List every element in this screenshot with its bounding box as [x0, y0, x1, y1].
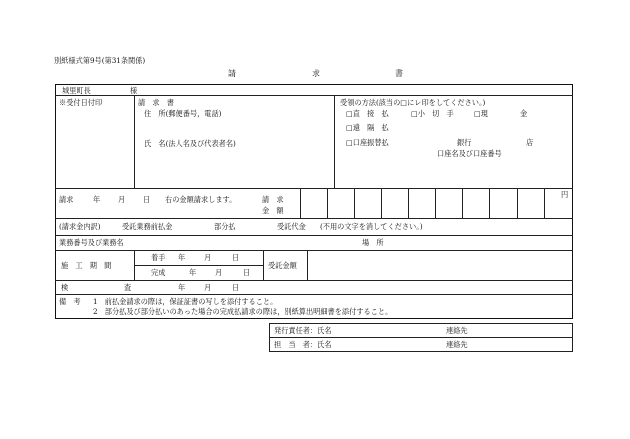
breakdown-label: (請求金内訳)	[59, 222, 101, 231]
claim-day: 日	[143, 195, 151, 204]
title-char-2: 求	[312, 69, 320, 78]
period-finish-label: 完成	[151, 268, 166, 277]
remarks-line-2: 2 部分払及び部分払いのあった場合の完成払請求の際は，別紙算出明細書を添付すること。	[93, 307, 393, 316]
payment-heading: 受領の方法(該当の□にレ印をしてください。)	[340, 98, 486, 107]
period-start-label: 着手	[151, 253, 166, 262]
payment-option-direct: □直 接 払	[346, 109, 389, 118]
inspection-day: 日	[232, 283, 240, 292]
commission-fee-label: 受託金額	[268, 261, 297, 270]
breakdown-advance: 受託業務前払金	[122, 222, 173, 231]
claim-label: 請求	[59, 195, 74, 204]
payment-option-cash-suffix: 金	[520, 109, 528, 118]
claim-year: 年	[93, 195, 101, 204]
title-char-3: 書	[395, 69, 403, 78]
staff-contact-label: 連絡先	[446, 340, 468, 349]
addressee-honorific: 様	[130, 86, 138, 95]
inspection-month: 月	[204, 283, 212, 292]
payment-option-check: □小 切 手	[411, 109, 454, 118]
project-place-label: 場 所	[362, 238, 384, 247]
payment-option-remote: □遠 隔 払	[346, 123, 389, 132]
period-start-month: 月	[204, 253, 212, 262]
payment-bank-label: 銀行	[457, 138, 472, 147]
amount-label-bottom: 金 額	[262, 206, 284, 215]
claim-month: 月	[118, 195, 126, 204]
payment-option-cash: □現	[474, 109, 488, 118]
amount-label-top: 請 求	[262, 195, 284, 204]
payment-branch-label: 店	[526, 138, 534, 147]
issuer-contact-label: 連絡先	[446, 326, 468, 335]
form-number: 別紙様式第9号(第31条関係)	[54, 56, 146, 65]
breakdown-partial: 部分払	[214, 222, 236, 231]
claim-sentence: 右の金額請求します。	[165, 195, 237, 204]
period-label: 施 工 期 間	[61, 261, 112, 270]
payment-option-transfer: □口座振替払	[346, 138, 389, 147]
breakdown-commission: 受託代金	[277, 222, 306, 231]
inspection-label-b: 査	[124, 283, 132, 292]
breakdown-note: (不用の文字を消してください。)	[320, 222, 423, 231]
period-finish-day: 日	[243, 268, 251, 277]
remarks-line-1: 1 前払金請求の際は，保証証書の写しを添付すること。	[93, 297, 278, 306]
period-start-year: 年	[178, 253, 186, 262]
requester-name-label: 氏 名(法人名及び代表者名)	[144, 139, 236, 148]
period-finish-year: 年	[189, 268, 197, 277]
requester-heading: 請 求 書	[138, 98, 174, 107]
requester-address-label: 住 所(郵便番号，電話)	[144, 109, 222, 118]
period-start-day: 日	[232, 253, 240, 262]
inspection-label-a: 検	[61, 283, 69, 292]
payment-account-label: 口座名及び口座番号	[437, 149, 502, 158]
project-label: 業務番号及び業務名	[59, 238, 124, 247]
remarks-label: 備 考	[59, 297, 81, 306]
staff-label: 担 当 者：氏名	[274, 340, 332, 349]
issuer-label: 発行責任者：氏名	[274, 326, 332, 335]
title-char-1: 請	[228, 69, 236, 78]
receipt-stamp-label: ※受付日付印	[59, 98, 103, 107]
period-finish-month: 月	[215, 268, 223, 277]
addressee-mayor: 城里町長	[62, 86, 91, 95]
yen-unit: 円	[561, 190, 569, 199]
inspection-year: 年	[178, 283, 186, 292]
